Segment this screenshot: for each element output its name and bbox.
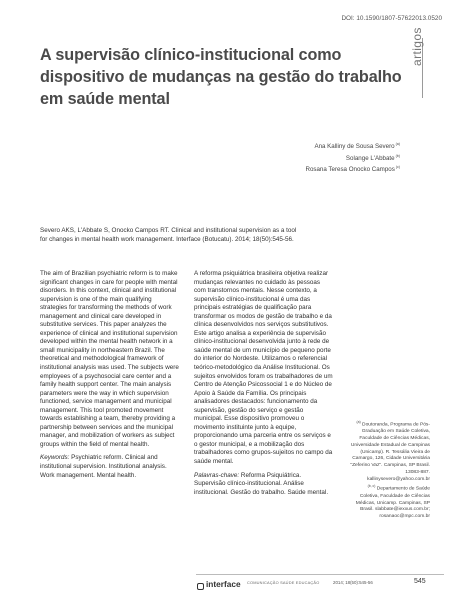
author-mark: (a) xyxy=(395,142,400,146)
keywords-en-label: Keywords xyxy=(40,454,68,462)
journal-tagline: COMUNICAÇÃO SAÚDE EDUCAÇÃO xyxy=(247,580,320,585)
abstract-pt-body: A reforma psiquiátrica brasileira objetiva realizar mudanças relevantes no cuidado às pessoas com transtornos mentais. Nesse contexto, a supervisão clínico-institucional é uma das principais estratégias de qualificação para transformar os modos de gestão de trabalho e da clínica desenvolvidos nos serviços substitutivos. Este artigo analisa a experiência de supervisão clínico-institucional desenvolvida junto à rede de saúde mental de um município de pequeno porte do interior do Nordeste. Utilizamos o referencial teórico-metodológico da Análise Institucional. Os sujeitos envolvidos foram os trabalhadores de um Centro de Atenção Psicossocial 1 e do Núcleo de Apoio à Saúde da Família. Os principais analisadores destacados: funcionamento da supervisão, gestão do serviço e gestão municipal. Esse dispositivo promoveu o movimento instituinte junto à equipe, proporcionando uma parceria entre os serviços e o gestor municipal, e a mobilização dos trabalhadores como grupos-sujeitos no campo da saúde mental. xyxy=(194,270,333,466)
article-title: A supervisão clínico-institucional como dispositivo de mudanças na gestão do trabalho em saúde mental xyxy=(40,46,402,108)
author-mark: (b) xyxy=(395,153,400,158)
keywords-en: Keywords: Psychiatric reform. Clinical and institutional supervision. Institutional analysis. Work management. Mental health. xyxy=(40,454,167,479)
page-number: 545 xyxy=(414,578,426,585)
footer-citation: 2014; 18(50):545-56 xyxy=(333,580,373,585)
affiliation-bc xyxy=(348,483,430,520)
author-name: Ana Kalliny de Sousa Severo xyxy=(314,143,395,150)
affiliation-mark: (b, c) xyxy=(367,484,376,489)
citation-text: Severo AKS, L'Abbate S, Onocko Campos RT. Clinical and institutional supervision as a tool for changes in mental health work management. Interface (Botucatu). 2014; 18(50):545-56. xyxy=(40,227,297,244)
doi-text: DOI: 10.1590/1807-57622013.0520 xyxy=(341,15,442,22)
affiliation-a xyxy=(348,419,430,483)
abstract-en-body: The aim of Brazilian psychiatric reform is to make significant changes in care for people with mental disorders. In this context, clinical and institutional supervision is one of the main qualifying strategies for transforming the methods of work management and clinical care developed in substitutive services. This paper analyzes the experience of clinical and institutional supervision developed within the mental health network in a small municipality in northeastern Brazil. The theoretical and methodological framework of institutional analysis was used. The subjects were employees of a psychosocial care center and a family health support center. The main analysis parameters were the way in which supervision functioned, service management and municipal management. This tool promoted movement towards establishing a team, thereby providing a partnership between services and the municipal manager, and mobilization of workers as subject groups within the field of mental health. xyxy=(40,270,179,448)
keywords-en-text: Psychiatric reform. Clinical and institutional supervision. Institutional analysis. Work management. Mental health. xyxy=(40,454,167,479)
interface-logo-icon xyxy=(197,583,204,590)
section-label: artigos xyxy=(410,27,424,66)
author-2 xyxy=(305,152,400,164)
abstract-english xyxy=(40,270,180,480)
journal-logo: interface xyxy=(206,579,241,589)
keywords-pt-text: Reforma Psiquiátrica. Supervisão clínico-institucional. Análise institucional. Gestão do trabalho. Saúde mental. xyxy=(194,471,329,496)
author-name: Solange L'Abbate xyxy=(345,154,395,162)
affiliations xyxy=(348,419,430,521)
abstract-portuguese xyxy=(194,270,333,497)
author-name: Rosana Teresa Onocko Campos xyxy=(305,166,395,174)
author-3 xyxy=(305,163,400,175)
author-1 xyxy=(305,140,400,152)
affiliation-mark: (a) xyxy=(356,420,361,424)
author-list xyxy=(305,140,400,175)
keywords-pt: Palavras-chave: Reforma Psiquiátrica. Supervisão clínico-institucional. Análise institucional. Gestão do trabalho. Saúde mental. xyxy=(194,471,329,496)
author-mark: (c) xyxy=(395,165,400,170)
affiliation-text: Doutoranda, Programa de Pós-Graduação em Saúde Coletiva, Faculdade de Ciências Médicas, Universidade Estadual de Campinas (Unicamp). R. Tessália Vieira de Camargo, 126, Cidade Universitária "Zeferino Vaz". Campinas, SP Brasil. 13083-887. kallinysevero@yahoo.com.br xyxy=(350,422,430,482)
keywords-pt-label: Palavras-chave xyxy=(194,471,238,479)
footer-divider xyxy=(196,574,444,575)
affiliation-text: Departamento de Saúde Coletiva, Faculdade de Ciências Médicas, Unicamp. Campinas, SP Brasil. slabbate@iexxus.com.br; rosanaoc@mpc.com.br xyxy=(355,487,430,519)
